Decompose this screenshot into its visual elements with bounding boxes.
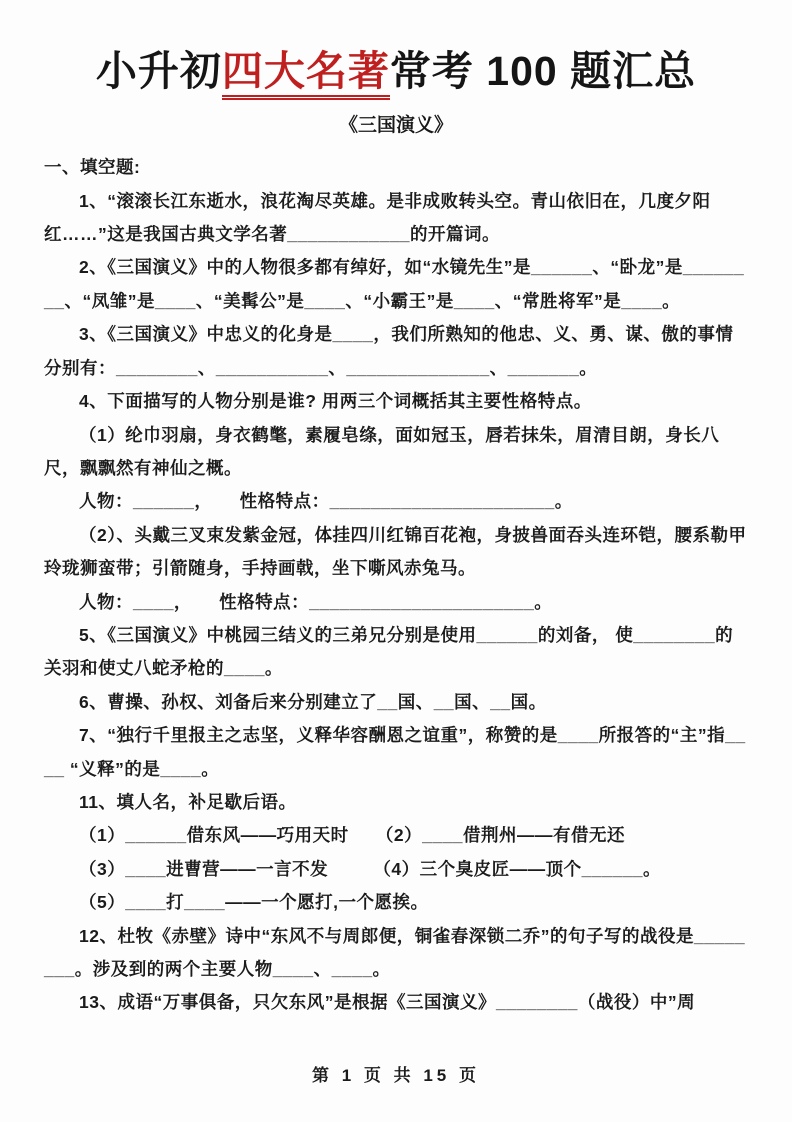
question-7: 7、“独行千里报主之志坚，义释华容酬恩之谊重”，称赞的是____所报答的“主”指____ “义释”的是____。 <box>44 725 746 779</box>
question-11: 11、填人名，补足歇后语。 <box>79 791 297 812</box>
title-highlight-red-underlined: 四大名著 <box>222 48 390 100</box>
question-2: 2、《三国演义》中的人物很多都有绰好，如“水镜先生”是______、“卧龙”是________、“凤雏”是____、“美髯公”是____、“小霸王”是____、“常胜将军”是____。 <box>44 257 745 311</box>
page-title <box>24 46 768 97</box>
question-12: 12、杜牧《赤壁》诗中“东风不与周郎便，铜雀春深锁二乔”的句子写的战役是________。涉及到的两个主要人物____、____。 <box>44 925 746 979</box>
book-subtitle: 《三国演义》 <box>338 115 453 137</box>
page-number-indicator: 第 1 页 共 15 页 <box>312 1066 480 1085</box>
question-4: 4、下面描写的人物分别是谁? 用两三个词概括其主要性格特点。 <box>79 391 592 412</box>
question-5: 5、《三国演义》中桃园三结义的三弟兄分别是使用______的刘备， 使________的关羽和使丈八蛇矛枪的____。 <box>44 624 734 679</box>
question-list <box>44 151 748 1020</box>
title-prefix: 小升初 <box>95 48 222 94</box>
question-11-items-1-2: （1）______借东风——巧用天时 （2）____借荆州——有借无还 <box>79 825 626 846</box>
question-11-items-3-4: （3）____进曹营——一言不发 （4）三个臭皮匠——顶个______。 <box>79 858 662 879</box>
question-4-answer-line-1: 人物：______， 性格特点：______________________。 <box>79 491 573 512</box>
question-4-passage-2: （2）、头戴三叉束发紫金冠，体挂四川红锦百花袍，身披兽面吞头连环铠，腰系勒甲玲珑狮蛮带；引箭随身，手持画戟，坐下嘶风赤兔马。 <box>44 524 747 579</box>
question-4-passage-1: （1）纶巾羽扇，身衣鹤氅，素履皂绦，面如冠玉，唇若抹朱，眉清目朗，身长八尺，飘飘然有神仙之概。 <box>44 424 720 478</box>
question-1: 1、“滚滚长江东逝水，浪花淘尽英雄。是非成败转头空。青山依旧在，几度夕阳红……”这是我国古典文学名著____________的开篇词。 <box>44 190 711 245</box>
question-13: 13、成语“万事俱备，只欠东风”是根据《三国演义》________（战役）中”周 <box>79 992 696 1013</box>
question-6: 6、曹操、孙权、刘备后来分别建立了__国、__国、__国。 <box>79 691 547 712</box>
title-suffix: 常考 100 题汇总 <box>389 48 697 94</box>
question-3: 3、《三国演义》中忠义的化身是____，我们所熟知的他忠、义、勇、谋、傲的事情分别有：________、___________、______________、_______。 <box>44 324 734 378</box>
question-4-answer-line-2: 人物：____， 性格特点：______________________。 <box>79 591 553 612</box>
section-heading-fill-in-blanks: 一、填空题: <box>44 157 141 178</box>
question-11-item-5: （5）____打____——一个愿打,一个愿挨。 <box>79 892 429 913</box>
